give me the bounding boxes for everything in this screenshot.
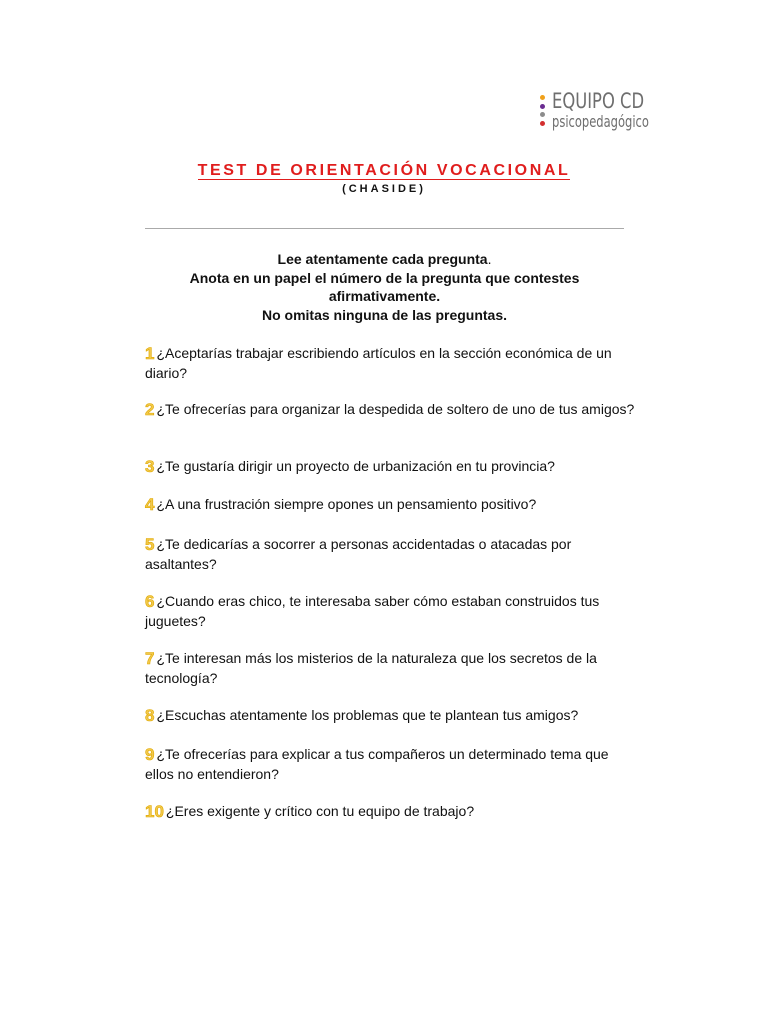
- question-text: ¿Te interesan más los misterios de la naturaleza que los secretos de la tecnología?: [145, 650, 597, 686]
- question-item: [145, 400, 635, 420]
- question-item: [145, 495, 635, 515]
- question-number: 9: [145, 745, 155, 764]
- question-text: ¿Aceptarías trabajar escribiendo artículos en la sección económica de un diario?: [145, 345, 612, 381]
- question-text: ¿Te dedicarías a socorrer a personas accidentadas o atacadas por asaltantes?: [145, 536, 572, 572]
- question-number: 3: [145, 457, 155, 476]
- question-item: [145, 344, 635, 382]
- instruction-line-1-text: Lee atentamente cada pregunta: [277, 251, 488, 267]
- instruction-line-3: afirmativamente.: [328, 288, 441, 304]
- question-item: [145, 649, 635, 687]
- logo-word-main: EQUIPO CD: [552, 89, 645, 113]
- question-number: 4: [145, 495, 155, 514]
- page-title: [0, 162, 768, 180]
- question-text: ¿A una frustración siempre opones un pensamiento positivo?: [156, 496, 537, 512]
- question-number: 10: [145, 802, 164, 821]
- question-number: 1: [145, 344, 155, 363]
- page-subtitle: (CHASIDE): [342, 183, 426, 195]
- question-text: ¿Te ofrecerías para organizar la despedida de soltero de uno de tus amigos?: [156, 401, 635, 417]
- question-item: [145, 535, 635, 573]
- instruction-line-1-period: .: [487, 251, 492, 267]
- question-text: ¿Te ofrecerías para explicar a tus compañeros un determinado tema que ellos no entendieron?: [145, 746, 609, 782]
- logo-dots: [540, 95, 546, 129]
- question-number: 5: [145, 535, 155, 554]
- page-title-text: TEST DE ORIENTACIÓN VOCACIONAL: [197, 162, 571, 179]
- question-number: 2: [145, 400, 155, 419]
- instruction-line-1: [145, 250, 624, 269]
- question-item: [145, 457, 635, 477]
- logo: [540, 89, 670, 142]
- question-number: 7: [145, 649, 155, 668]
- question-item: [145, 802, 635, 822]
- question-number: 6: [145, 592, 155, 611]
- question-text: ¿Te gustaría dirigir un proyecto de urbanización en tu provincia?: [156, 458, 555, 474]
- question-item: [145, 745, 635, 783]
- question-number: 8: [145, 706, 155, 725]
- logo-dot: [540, 104, 545, 109]
- instructions: [145, 250, 624, 324]
- instruction-line-4: No omitas ninguna de las preguntas.: [261, 306, 508, 323]
- question-text: ¿Cuando eras chico, te interesaba saber cómo estaban construidos tus juguetes?: [145, 593, 600, 629]
- question-item: [145, 592, 635, 630]
- divider: [145, 228, 624, 229]
- logo-dot: [540, 95, 545, 100]
- logo-word-sub: psicopedagógico: [552, 112, 649, 131]
- question-item: [145, 706, 635, 726]
- question-text: ¿Escuchas atentamente los problemas que te plantean tus amigos?: [156, 707, 579, 723]
- logo-dot: [540, 121, 545, 126]
- instruction-line-2: Anota en un papel el número de la pregunta que contestes: [189, 269, 580, 286]
- logo-dot: [540, 112, 545, 117]
- question-text: ¿Eres exigente y crítico con tu equipo de trabajo?: [165, 803, 475, 819]
